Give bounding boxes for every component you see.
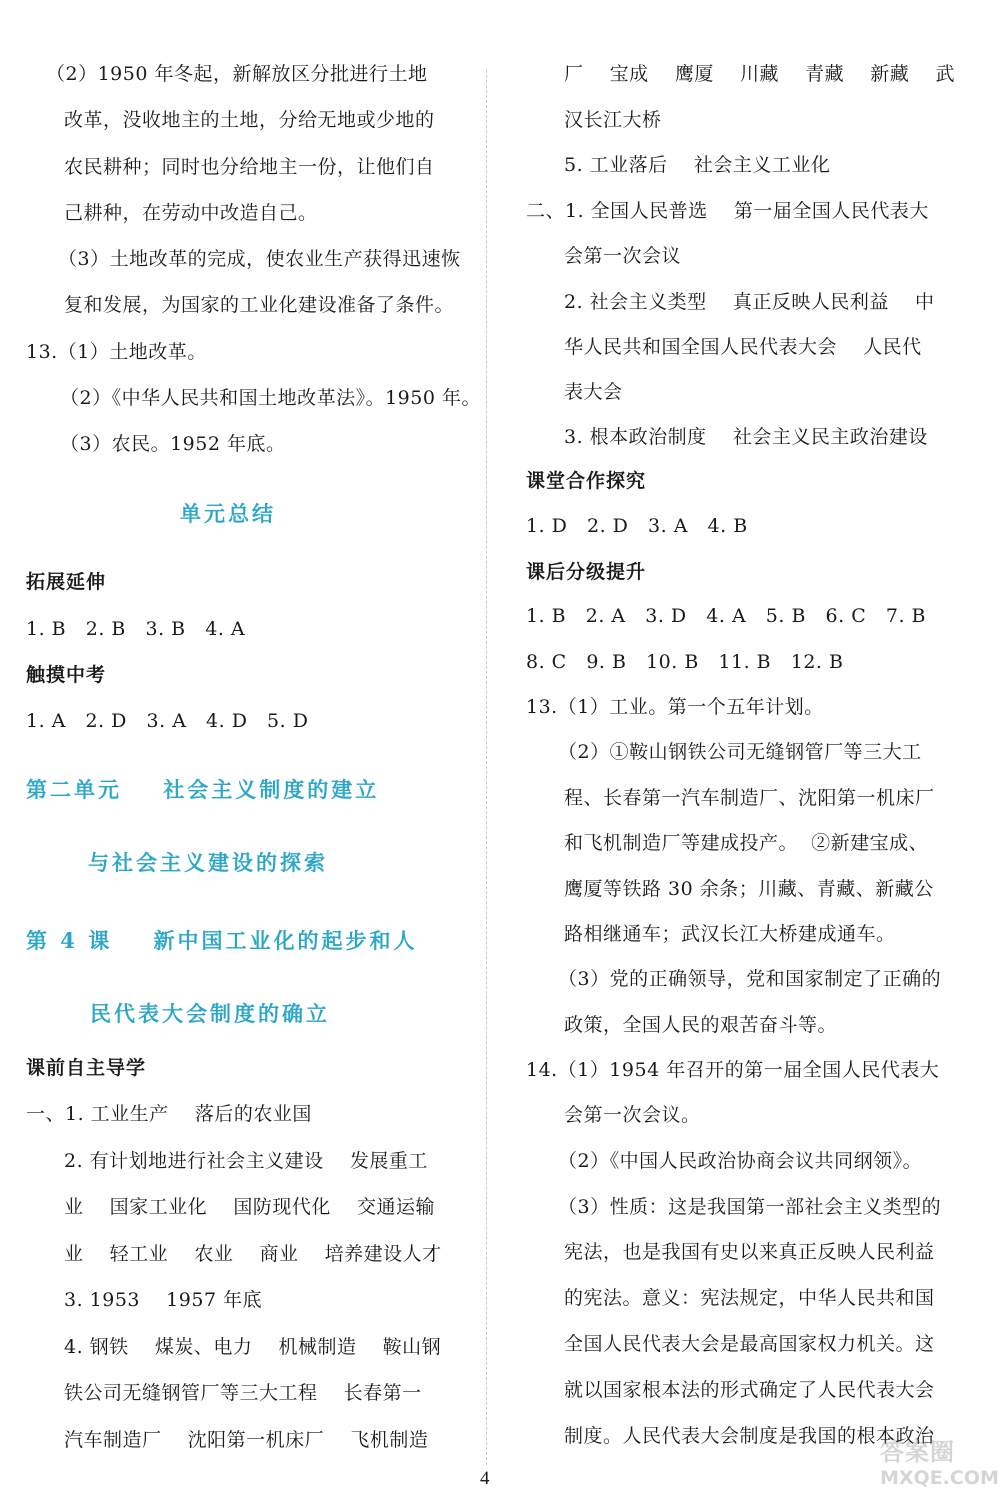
text-line: （2）①鞍山钢铁公司无缝钢管厂等三大工: [558, 741, 922, 763]
text-line: 铁公司无缝钢管厂等三大工程 长春第一: [64, 1382, 422, 1404]
section-heading: 课堂合作探究: [526, 470, 647, 492]
text-line: 4. 钢铁 煤炭、电力 机械制造 鞍山钢: [64, 1336, 442, 1358]
text-line: 就以国家根本法的形式确定了人民代表大会: [564, 1379, 935, 1401]
text-line: 汽车制造厂 沈阳第一机床厂 飞机制造: [64, 1429, 429, 1451]
watermark-logo: [880, 1432, 998, 1504]
text-line: （2）《中国人民政治协商会议共同纲领》。: [558, 1150, 923, 1172]
text-line: 业 轻工业 农业 商业 培养建设人才: [64, 1243, 442, 1265]
text-line: 程、长春第一汽车制造厂、沈阳第一机床厂: [564, 787, 935, 809]
text-line: 业 国家工业化 国防现代化 交通运输: [64, 1196, 435, 1218]
text-line: 鹰厦等铁路 30 余条；川藏、青藏、新藏公: [564, 878, 934, 900]
unit-title: 与社会主义建设的探索: [88, 850, 328, 875]
text-line: 宪法，也是我国有史以来真正反映人民利益: [564, 1241, 935, 1263]
answer-line: 1. A 2. D 3. A 4. D 5. D: [26, 710, 309, 732]
text-line: 会第一次会议: [564, 245, 682, 267]
text-line: （3）党的正确领导，党和国家制定了正确的: [558, 968, 942, 990]
unit-title: 第二单元 社会主义制度的建立: [26, 777, 380, 802]
text-line: 的宪法。意义：宪法规定，中华人民共和国: [564, 1287, 935, 1309]
text-line: 己耕种，在劳动中改造自己。: [64, 202, 318, 224]
text-line: 5. 工业落后 社会主义工业化: [564, 154, 831, 176]
text-line: 会第一次会议。: [564, 1104, 701, 1126]
answer-line: 1. D 2. D 3. A 4. B: [526, 515, 748, 537]
text-line: （3）性质：这是我国第一部社会主义类型的: [558, 1196, 942, 1218]
text-line: 一、1. 工业生产 落后的农业国: [26, 1103, 312, 1125]
text-line: 13.（1）工业。第一个五年计划。: [526, 696, 824, 718]
text-line: 3. 根本政治制度 社会主义民主政治建设: [564, 426, 928, 448]
text-line: 3. 1953 1957 年底: [64, 1289, 263, 1311]
answer-line: 8. C 9. B 10. B 11. B 12. B: [526, 651, 844, 673]
text-line: 制度。人民代表大会制度是我国的根本政治: [564, 1425, 935, 1447]
text-line: 2. 社会主义类型 真正反映人民利益 中: [564, 291, 935, 313]
text-line: 13.（1）土地改革。: [26, 341, 207, 363]
section-heading: 拓展延伸: [26, 571, 107, 593]
lesson-title: 民代表大会制度的确立: [90, 1001, 330, 1026]
text-line: 和飞机制造厂等建成投产。 ②新建宝成、: [564, 832, 929, 854]
page-number: 4: [480, 1468, 490, 1489]
text-line: （2）《中华人民共和国土地改革法》。1950 年。: [60, 387, 481, 409]
text-line: 14.（1）1954 年召开的第一届全国人民代表大: [526, 1059, 940, 1081]
answer-line: 1. B 2. B 3. B 4. A: [26, 618, 246, 640]
text-line: 表大会: [564, 381, 623, 403]
text-line: 政策，全国人民的艰苦奋斗等。: [564, 1014, 838, 1036]
text-line: （3）土地改革的完成，使农业生产获得迅速恢: [58, 248, 461, 270]
text-line: 2. 有计划地进行社会主义建设 发展重工: [64, 1150, 428, 1172]
text-line: 改革，没收地主的土地，分给无地或少地的: [64, 109, 435, 131]
column-divider: [486, 70, 487, 1465]
text-line: 复和发展，为国家的工业化建设准备了条件。: [64, 294, 455, 316]
section-heading: 课前自主导学: [26, 1057, 147, 1079]
text-line: （2）1950 年冬起，新解放区分批进行土地: [46, 63, 428, 85]
watermark-top-text: 答案圈: [880, 1438, 955, 1466]
section-heading: 课后分级提升: [526, 561, 647, 583]
unit-summary-title: 单元总结: [180, 501, 276, 526]
watermark-bottom-text: MXQE.COM: [880, 1467, 999, 1489]
text-line: 农民耕种；同时也分给地主一份，让他们自: [64, 156, 435, 178]
section-heading: 触摸中考: [26, 664, 107, 686]
text-line: （3）农民。1952 年底。: [60, 433, 286, 455]
answer-line: 1. B 2. A 3. D 4. A 5. B 6. C 7. B: [526, 605, 926, 627]
text-line: 华人民共和国全国人民代表大会 人民代: [564, 336, 922, 358]
text-line: 二、1. 全国人民普选 第一届全国人民代表大: [526, 200, 929, 222]
text-line: 汉长江大桥: [564, 109, 662, 131]
text-line: 路相继通车；武汉长江大桥建成通车。: [564, 923, 896, 945]
text-line: 全国人民代表大会是最高国家权力机关。这: [564, 1333, 935, 1355]
lesson-title: 第 4 课 新中国工业化的起步和人: [26, 928, 418, 953]
text-line: 厂 宝成 鹰厦 川藏 青藏 新藏 武: [564, 63, 955, 85]
